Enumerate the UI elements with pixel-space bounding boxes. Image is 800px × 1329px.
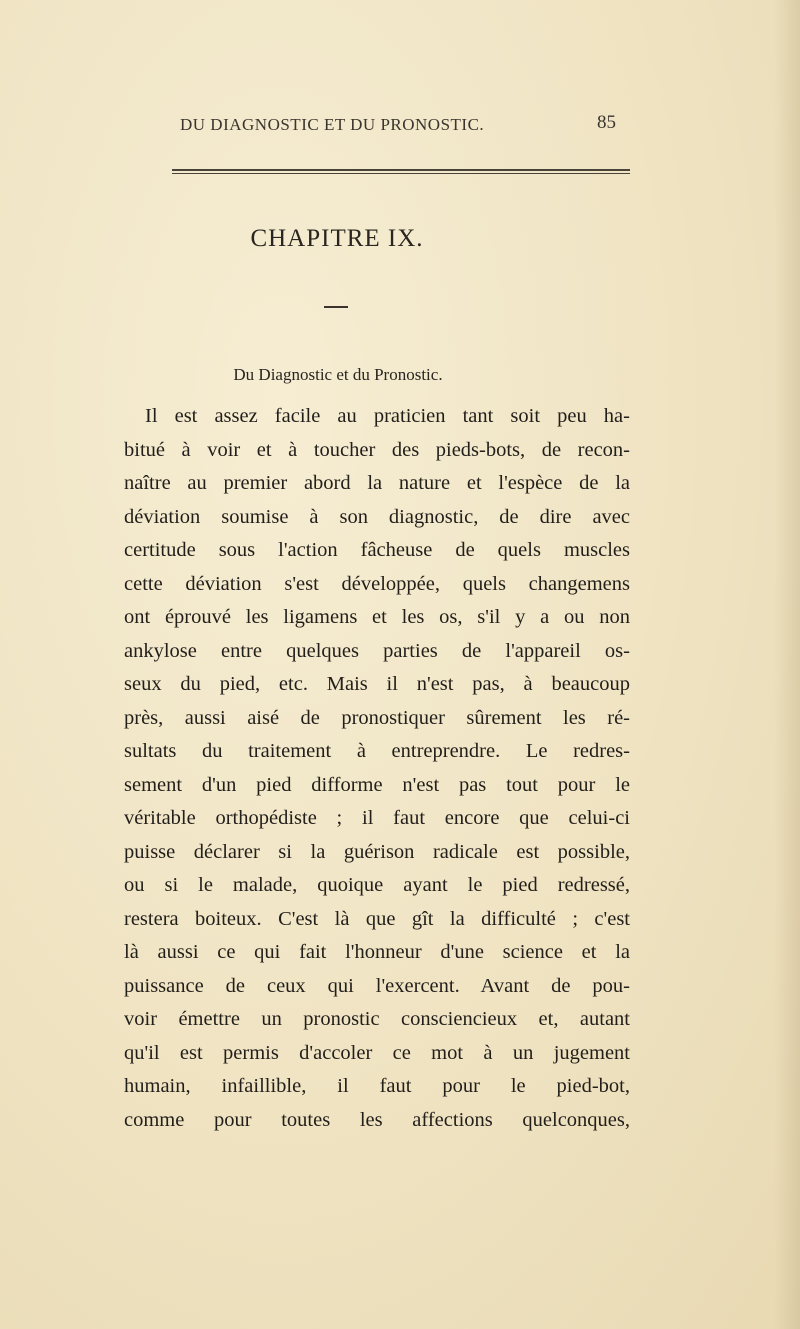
text-line: Il est assez facile au praticien tant soit peu ha- (145, 405, 630, 427)
text-line: ou si le malade, quoique ayant le pied redressé, (124, 874, 630, 896)
text-line: cette déviation s'est développée, quels changemens (124, 572, 630, 595)
text-line: puissance de ceux qui l'exercent. Avant de pou- (124, 974, 630, 997)
running-title: DU DIAGNOSTIC ET DU PRONOSTIC. (180, 115, 485, 134)
body-paragraph (124, 400, 630, 1137)
text-line: ankylose entre quelques parties de l'appareil os- (124, 639, 630, 662)
text-line: sultats du traitement à entreprendre. Le redres- (124, 740, 630, 762)
text-line: seux du pied, etc. Mais il n'est pas, à beaucoup (124, 673, 630, 695)
text-line: là aussi ce qui fait l'honneur d'une science et la (124, 941, 630, 963)
section-title: Du Diagnostic et du Pronostic. (233, 365, 443, 384)
page-number: 85 (597, 112, 616, 133)
text-line: bitué à voir et à toucher des pieds-bots, de recon- (124, 438, 630, 461)
text-line: voir émettre un pronostic consciencieux et, autant (124, 1008, 630, 1030)
text-line: puisse déclarer si la guérison radicale est possible, (124, 840, 630, 863)
text-line: près, aussi aisé de pronostiquer sûrement les ré- (124, 706, 630, 729)
text-line: qu'il est permis d'accoler ce mot à un jugement (124, 1041, 630, 1064)
running-head (0, 112, 800, 141)
text-line: ont éprouvé les ligamens et les os, s'il y a ou non (124, 606, 630, 628)
text-line: sement d'un pied difforme n'est pas tout pour le (124, 773, 630, 796)
chapter-title: CHAPITRE IX. (250, 225, 424, 252)
text-line: naître au premier abord la nature et l'espèce de la (124, 472, 630, 494)
text-line: restera boiteux. C'est là que gît la difficulté ; c'est (124, 907, 630, 930)
text-line: comme pour toutes les affections quelconques, (124, 1108, 630, 1131)
header-double-rule (172, 169, 630, 174)
text-line: humain, infaillible, il faut pour le pied-bot, (124, 1075, 630, 1097)
page-edge-shadow (774, 0, 800, 1329)
text-line: certitude sous l'action fâcheuse de quels muscles (124, 539, 630, 561)
chapter-separator-dash (324, 306, 348, 308)
text-line: déviation soumise à son diagnostic, de dire avec (124, 505, 630, 528)
text-line: véritable orthopédiste ; il faut encore que celui-ci (124, 807, 630, 829)
